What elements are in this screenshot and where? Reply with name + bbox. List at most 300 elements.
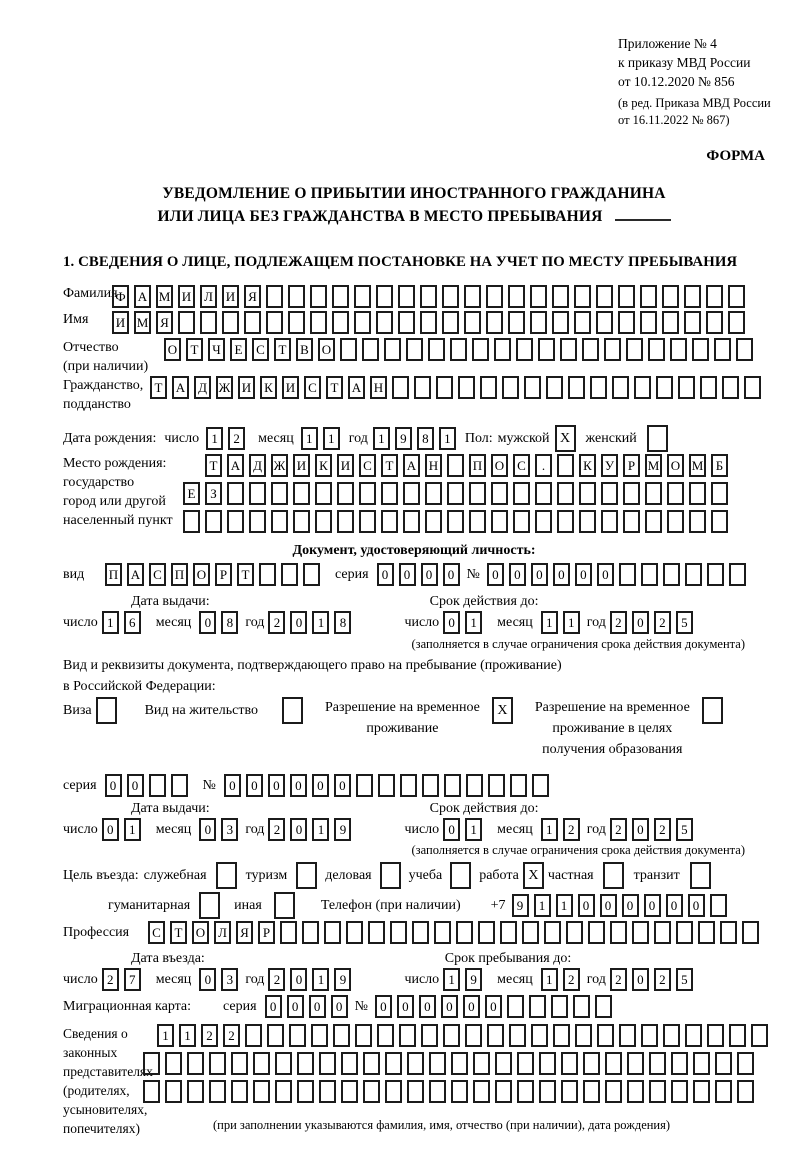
- char-cell[interactable]: [244, 311, 261, 334]
- char-cell[interactable]: [744, 376, 761, 399]
- char-cell[interactable]: [623, 482, 640, 505]
- char-cell[interactable]: Ж: [271, 454, 288, 477]
- char-cell[interactable]: 0: [441, 995, 458, 1018]
- char-cell[interactable]: [472, 338, 489, 361]
- char-cell[interactable]: [407, 1052, 424, 1075]
- char-cell[interactable]: 1: [439, 427, 456, 450]
- char-cell[interactable]: [355, 1024, 372, 1047]
- char-cell[interactable]: [508, 285, 525, 308]
- char-cell[interactable]: [634, 376, 651, 399]
- char-cell[interactable]: [539, 1080, 556, 1103]
- char-cell[interactable]: [662, 311, 679, 334]
- char-cell[interactable]: 1: [124, 818, 141, 841]
- char-cell[interactable]: О: [192, 921, 209, 944]
- char-cell[interactable]: 0: [268, 774, 285, 797]
- char-cell[interactable]: [332, 311, 349, 334]
- char-cell[interactable]: [579, 482, 596, 505]
- char-cell[interactable]: 1: [157, 1024, 174, 1047]
- char-cell[interactable]: 0: [334, 774, 351, 797]
- char-cell[interactable]: [400, 774, 417, 797]
- char-cell[interactable]: [640, 285, 657, 308]
- char-cell[interactable]: [442, 285, 459, 308]
- char-cell[interactable]: 0: [331, 995, 348, 1018]
- char-cell[interactable]: [450, 338, 467, 361]
- char-cell[interactable]: Д: [194, 376, 211, 399]
- char-cell[interactable]: [610, 921, 627, 944]
- char-cell[interactable]: 1: [312, 818, 329, 841]
- char-cell[interactable]: [315, 510, 332, 533]
- char-cell[interactable]: 0: [377, 563, 394, 586]
- char-cell[interactable]: 8: [221, 611, 238, 634]
- char-cell[interactable]: [557, 482, 574, 505]
- char-cell[interactable]: [510, 774, 527, 797]
- char-cell[interactable]: 0: [644, 894, 661, 917]
- char-cell[interactable]: [711, 510, 728, 533]
- char-cell[interactable]: О: [667, 454, 684, 477]
- char-cell[interactable]: [222, 311, 239, 334]
- char-cell[interactable]: У: [601, 454, 618, 477]
- char-cell[interactable]: 2: [654, 968, 671, 991]
- char-cell[interactable]: [447, 454, 464, 477]
- char-cell[interactable]: [507, 995, 524, 1018]
- char-cell[interactable]: [227, 482, 244, 505]
- visa-checkbox[interactable]: [96, 697, 117, 724]
- char-cell[interactable]: [341, 1080, 358, 1103]
- char-cell[interactable]: Д: [249, 454, 266, 477]
- char-cell[interactable]: [209, 1080, 226, 1103]
- female-checkbox[interactable]: [647, 425, 668, 452]
- char-cell[interactable]: [742, 921, 759, 944]
- char-cell[interactable]: 0: [399, 563, 416, 586]
- char-cell[interactable]: [663, 1024, 680, 1047]
- char-cell[interactable]: [645, 510, 662, 533]
- char-cell[interactable]: 1: [443, 968, 460, 991]
- char-cell[interactable]: [473, 1080, 490, 1103]
- char-cell[interactable]: [641, 1024, 658, 1047]
- char-cell[interactable]: [385, 1080, 402, 1103]
- char-cell[interactable]: 0: [290, 774, 307, 797]
- char-cell[interactable]: [684, 311, 701, 334]
- char-cell[interactable]: 1: [465, 611, 482, 634]
- char-cell[interactable]: [729, 563, 746, 586]
- char-cell[interactable]: [187, 1080, 204, 1103]
- char-cell[interactable]: [670, 338, 687, 361]
- male-checkbox[interactable]: X: [555, 425, 576, 452]
- char-cell[interactable]: Н: [370, 376, 387, 399]
- char-cell[interactable]: [368, 921, 385, 944]
- char-cell[interactable]: 2: [201, 1024, 218, 1047]
- char-cell[interactable]: А: [348, 376, 365, 399]
- temp-residence-checkbox[interactable]: X: [492, 697, 513, 724]
- char-cell[interactable]: [685, 1024, 702, 1047]
- char-cell[interactable]: [737, 1052, 754, 1075]
- char-cell[interactable]: [288, 285, 305, 308]
- char-cell[interactable]: [517, 1052, 534, 1075]
- char-cell[interactable]: [275, 1080, 292, 1103]
- char-cell[interactable]: [464, 311, 481, 334]
- residence-permit-checkbox[interactable]: [282, 697, 303, 724]
- char-cell[interactable]: [403, 482, 420, 505]
- char-cell[interactable]: [531, 1024, 548, 1047]
- char-cell[interactable]: [378, 774, 395, 797]
- char-cell[interactable]: [390, 921, 407, 944]
- char-cell[interactable]: [354, 285, 371, 308]
- char-cell[interactable]: 0: [199, 818, 216, 841]
- char-cell[interactable]: И: [282, 376, 299, 399]
- char-cell[interactable]: [530, 285, 547, 308]
- char-cell[interactable]: [143, 1080, 160, 1103]
- char-cell[interactable]: Т: [170, 921, 187, 944]
- char-cell[interactable]: 9: [334, 968, 351, 991]
- char-cell[interactable]: [693, 1080, 710, 1103]
- char-cell[interactable]: [143, 1052, 160, 1075]
- char-cell[interactable]: [428, 338, 445, 361]
- char-cell[interactable]: [535, 482, 552, 505]
- char-cell[interactable]: И: [178, 285, 195, 308]
- char-cell[interactable]: 2: [268, 968, 285, 991]
- char-cell[interactable]: [444, 774, 461, 797]
- char-cell[interactable]: [710, 894, 727, 917]
- char-cell[interactable]: [341, 1052, 358, 1075]
- char-cell[interactable]: А: [227, 454, 244, 477]
- char-cell[interactable]: 1: [541, 818, 558, 841]
- char-cell[interactable]: 0: [375, 995, 392, 1018]
- char-cell[interactable]: С: [513, 454, 530, 477]
- char-cell[interactable]: 1: [534, 894, 551, 917]
- char-cell[interactable]: А: [127, 563, 144, 586]
- char-cell[interactable]: [605, 1052, 622, 1075]
- char-cell[interactable]: [685, 563, 702, 586]
- char-cell[interactable]: Р: [623, 454, 640, 477]
- char-cell[interactable]: Я: [236, 921, 253, 944]
- char-cell[interactable]: .: [535, 454, 552, 477]
- char-cell[interactable]: [447, 482, 464, 505]
- char-cell[interactable]: М: [689, 454, 706, 477]
- char-cell[interactable]: [354, 311, 371, 334]
- char-cell[interactable]: [648, 338, 665, 361]
- char-cell[interactable]: С: [252, 338, 269, 361]
- char-cell[interactable]: [552, 311, 569, 334]
- char-cell[interactable]: К: [315, 454, 332, 477]
- tourism-checkbox[interactable]: [296, 862, 317, 889]
- char-cell[interactable]: [654, 921, 671, 944]
- char-cell[interactable]: [619, 1024, 636, 1047]
- char-cell[interactable]: [553, 1024, 570, 1047]
- char-cell[interactable]: 9: [334, 818, 351, 841]
- char-cell[interactable]: [178, 311, 195, 334]
- char-cell[interactable]: 1: [373, 427, 390, 450]
- char-cell[interactable]: [319, 1052, 336, 1075]
- char-cell[interactable]: [486, 311, 503, 334]
- char-cell[interactable]: [698, 921, 715, 944]
- char-cell[interactable]: [513, 482, 530, 505]
- char-cell[interactable]: 1: [312, 611, 329, 634]
- char-cell[interactable]: [597, 1024, 614, 1047]
- char-cell[interactable]: И: [337, 454, 354, 477]
- char-cell[interactable]: [293, 510, 310, 533]
- char-cell[interactable]: [376, 285, 393, 308]
- char-cell[interactable]: [486, 285, 503, 308]
- char-cell[interactable]: Т: [237, 563, 254, 586]
- char-cell[interactable]: 0: [443, 611, 460, 634]
- char-cell[interactable]: [259, 563, 276, 586]
- char-cell[interactable]: [469, 482, 486, 505]
- humanitarian-checkbox[interactable]: [199, 892, 220, 919]
- char-cell[interactable]: И: [293, 454, 310, 477]
- char-cell[interactable]: 0: [309, 995, 326, 1018]
- char-cell[interactable]: [165, 1080, 182, 1103]
- char-cell[interactable]: [590, 376, 607, 399]
- char-cell[interactable]: И: [238, 376, 255, 399]
- char-cell[interactable]: Е: [230, 338, 247, 361]
- char-cell[interactable]: О: [193, 563, 210, 586]
- char-cell[interactable]: [310, 285, 327, 308]
- char-cell[interactable]: 0: [224, 774, 241, 797]
- business-checkbox[interactable]: [380, 862, 401, 889]
- char-cell[interactable]: Я: [244, 285, 261, 308]
- char-cell[interactable]: [707, 1024, 724, 1047]
- private-checkbox[interactable]: [603, 862, 624, 889]
- char-cell[interactable]: [249, 482, 266, 505]
- char-cell[interactable]: [302, 921, 319, 944]
- char-cell[interactable]: [376, 311, 393, 334]
- char-cell[interactable]: Т: [326, 376, 343, 399]
- char-cell[interactable]: [618, 285, 635, 308]
- char-cell[interactable]: [692, 338, 709, 361]
- char-cell[interactable]: 9: [395, 427, 412, 450]
- char-cell[interactable]: [456, 921, 473, 944]
- char-cell[interactable]: С: [304, 376, 321, 399]
- char-cell[interactable]: К: [260, 376, 277, 399]
- char-cell[interactable]: [604, 338, 621, 361]
- char-cell[interactable]: [736, 338, 753, 361]
- char-cell[interactable]: [359, 482, 376, 505]
- char-cell[interactable]: [546, 376, 563, 399]
- char-cell[interactable]: [442, 311, 459, 334]
- char-cell[interactable]: 0: [287, 995, 304, 1018]
- char-cell[interactable]: [700, 376, 717, 399]
- char-cell[interactable]: [491, 510, 508, 533]
- char-cell[interactable]: [398, 285, 415, 308]
- char-cell[interactable]: [289, 1024, 306, 1047]
- char-cell[interactable]: [310, 311, 327, 334]
- char-cell[interactable]: [619, 563, 636, 586]
- char-cell[interactable]: [618, 311, 635, 334]
- char-cell[interactable]: П: [171, 563, 188, 586]
- char-cell[interactable]: П: [469, 454, 486, 477]
- char-cell[interactable]: 0: [199, 611, 216, 634]
- char-cell[interactable]: П: [105, 563, 122, 586]
- char-cell[interactable]: 0: [509, 563, 526, 586]
- char-cell[interactable]: [420, 285, 437, 308]
- char-cell[interactable]: 0: [553, 563, 570, 586]
- char-cell[interactable]: 0: [600, 894, 617, 917]
- char-cell[interactable]: [706, 285, 723, 308]
- char-cell[interactable]: [573, 995, 590, 1018]
- char-cell[interactable]: 0: [597, 563, 614, 586]
- char-cell[interactable]: [398, 311, 415, 334]
- char-cell[interactable]: З: [205, 482, 222, 505]
- char-cell[interactable]: [458, 376, 475, 399]
- char-cell[interactable]: 1: [563, 611, 580, 634]
- char-cell[interactable]: 2: [228, 427, 245, 450]
- char-cell[interactable]: [500, 921, 517, 944]
- char-cell[interactable]: 7: [124, 968, 141, 991]
- char-cell[interactable]: 5: [676, 818, 693, 841]
- char-cell[interactable]: [200, 311, 217, 334]
- char-cell[interactable]: [422, 774, 439, 797]
- char-cell[interactable]: [715, 1080, 732, 1103]
- char-cell[interactable]: 3: [221, 968, 238, 991]
- char-cell[interactable]: 1: [301, 427, 318, 450]
- char-cell[interactable]: О: [491, 454, 508, 477]
- char-cell[interactable]: [676, 921, 693, 944]
- char-cell[interactable]: [575, 1024, 592, 1047]
- char-cell[interactable]: И: [112, 311, 129, 334]
- char-cell[interactable]: А: [172, 376, 189, 399]
- char-cell[interactable]: [249, 510, 266, 533]
- char-cell[interactable]: [311, 1024, 328, 1047]
- char-cell[interactable]: Р: [215, 563, 232, 586]
- char-cell[interactable]: [281, 563, 298, 586]
- char-cell[interactable]: [266, 311, 283, 334]
- char-cell[interactable]: [671, 1052, 688, 1075]
- char-cell[interactable]: 2: [610, 818, 627, 841]
- char-cell[interactable]: 2: [654, 818, 671, 841]
- char-cell[interactable]: [399, 1024, 416, 1047]
- char-cell[interactable]: 5: [676, 968, 693, 991]
- char-cell[interactable]: [711, 482, 728, 505]
- char-cell[interactable]: [425, 510, 442, 533]
- other-checkbox[interactable]: [274, 892, 295, 919]
- char-cell[interactable]: 9: [465, 968, 482, 991]
- char-cell[interactable]: 0: [622, 894, 639, 917]
- char-cell[interactable]: [522, 921, 539, 944]
- char-cell[interactable]: [494, 338, 511, 361]
- char-cell[interactable]: [605, 1080, 622, 1103]
- char-cell[interactable]: 2: [563, 818, 580, 841]
- char-cell[interactable]: [751, 1024, 768, 1047]
- char-cell[interactable]: [205, 510, 222, 533]
- char-cell[interactable]: [722, 376, 739, 399]
- char-cell[interactable]: Т: [274, 338, 291, 361]
- char-cell[interactable]: 0: [632, 818, 649, 841]
- char-cell[interactable]: [407, 1080, 424, 1103]
- char-cell[interactable]: [627, 1052, 644, 1075]
- char-cell[interactable]: 0: [105, 774, 122, 797]
- char-cell[interactable]: Л: [200, 285, 217, 308]
- char-cell[interactable]: [465, 1024, 482, 1047]
- char-cell[interactable]: [649, 1080, 666, 1103]
- char-cell[interactable]: 0: [578, 894, 595, 917]
- char-cell[interactable]: [406, 338, 423, 361]
- char-cell[interactable]: [632, 921, 649, 944]
- char-cell[interactable]: [524, 376, 541, 399]
- char-cell[interactable]: 9: [512, 894, 529, 917]
- char-cell[interactable]: [253, 1052, 270, 1075]
- char-cell[interactable]: [582, 338, 599, 361]
- char-cell[interactable]: [469, 510, 486, 533]
- char-cell[interactable]: 5: [676, 611, 693, 634]
- char-cell[interactable]: [266, 285, 283, 308]
- char-cell[interactable]: [516, 338, 533, 361]
- char-cell[interactable]: [414, 376, 431, 399]
- char-cell[interactable]: 8: [417, 427, 434, 450]
- char-cell[interactable]: [420, 311, 437, 334]
- char-cell[interactable]: [149, 774, 166, 797]
- char-cell[interactable]: [377, 1024, 394, 1047]
- char-cell[interactable]: 0: [419, 995, 436, 1018]
- char-cell[interactable]: Л: [214, 921, 231, 944]
- char-cell[interactable]: 0: [688, 894, 705, 917]
- char-cell[interactable]: [667, 482, 684, 505]
- char-cell[interactable]: [245, 1024, 262, 1047]
- char-cell[interactable]: [693, 1052, 710, 1075]
- char-cell[interactable]: А: [134, 285, 151, 308]
- char-cell[interactable]: [671, 1080, 688, 1103]
- char-cell[interactable]: [532, 774, 549, 797]
- char-cell[interactable]: [436, 376, 453, 399]
- work-checkbox[interactable]: X: [523, 862, 544, 889]
- char-cell[interactable]: 0: [246, 774, 263, 797]
- char-cell[interactable]: 8: [334, 611, 351, 634]
- char-cell[interactable]: [508, 311, 525, 334]
- char-cell[interactable]: [385, 1052, 402, 1075]
- char-cell[interactable]: [466, 774, 483, 797]
- char-cell[interactable]: [560, 338, 577, 361]
- char-cell[interactable]: [293, 482, 310, 505]
- char-cell[interactable]: [421, 1024, 438, 1047]
- char-cell[interactable]: Т: [205, 454, 222, 477]
- char-cell[interactable]: [384, 338, 401, 361]
- char-cell[interactable]: М: [156, 285, 173, 308]
- char-cell[interactable]: 0: [575, 563, 592, 586]
- char-cell[interactable]: [303, 563, 320, 586]
- char-cell[interactable]: [583, 1052, 600, 1075]
- char-cell[interactable]: 0: [397, 995, 414, 1018]
- char-cell[interactable]: 1: [465, 818, 482, 841]
- char-cell[interactable]: [451, 1052, 468, 1075]
- char-cell[interactable]: [209, 1052, 226, 1075]
- char-cell[interactable]: 0: [666, 894, 683, 917]
- char-cell[interactable]: 2: [610, 968, 627, 991]
- char-cell[interactable]: [297, 1080, 314, 1103]
- char-cell[interactable]: [568, 376, 585, 399]
- char-cell[interactable]: [227, 510, 244, 533]
- char-cell[interactable]: [412, 921, 429, 944]
- char-cell[interactable]: [662, 285, 679, 308]
- char-cell[interactable]: 1: [541, 611, 558, 634]
- char-cell[interactable]: [517, 1080, 534, 1103]
- char-cell[interactable]: [684, 285, 701, 308]
- char-cell[interactable]: А: [403, 454, 420, 477]
- char-cell[interactable]: [623, 510, 640, 533]
- char-cell[interactable]: [728, 311, 745, 334]
- char-cell[interactable]: [538, 338, 555, 361]
- char-cell[interactable]: [667, 510, 684, 533]
- char-cell[interactable]: С: [149, 563, 166, 586]
- char-cell[interactable]: Ч: [208, 338, 225, 361]
- char-cell[interactable]: Ж: [216, 376, 233, 399]
- char-cell[interactable]: И: [222, 285, 239, 308]
- char-cell[interactable]: Н: [425, 454, 442, 477]
- char-cell[interactable]: 6: [124, 611, 141, 634]
- char-cell[interactable]: [737, 1080, 754, 1103]
- char-cell[interactable]: [473, 1052, 490, 1075]
- char-cell[interactable]: [359, 510, 376, 533]
- char-cell[interactable]: [488, 774, 505, 797]
- char-cell[interactable]: [513, 510, 530, 533]
